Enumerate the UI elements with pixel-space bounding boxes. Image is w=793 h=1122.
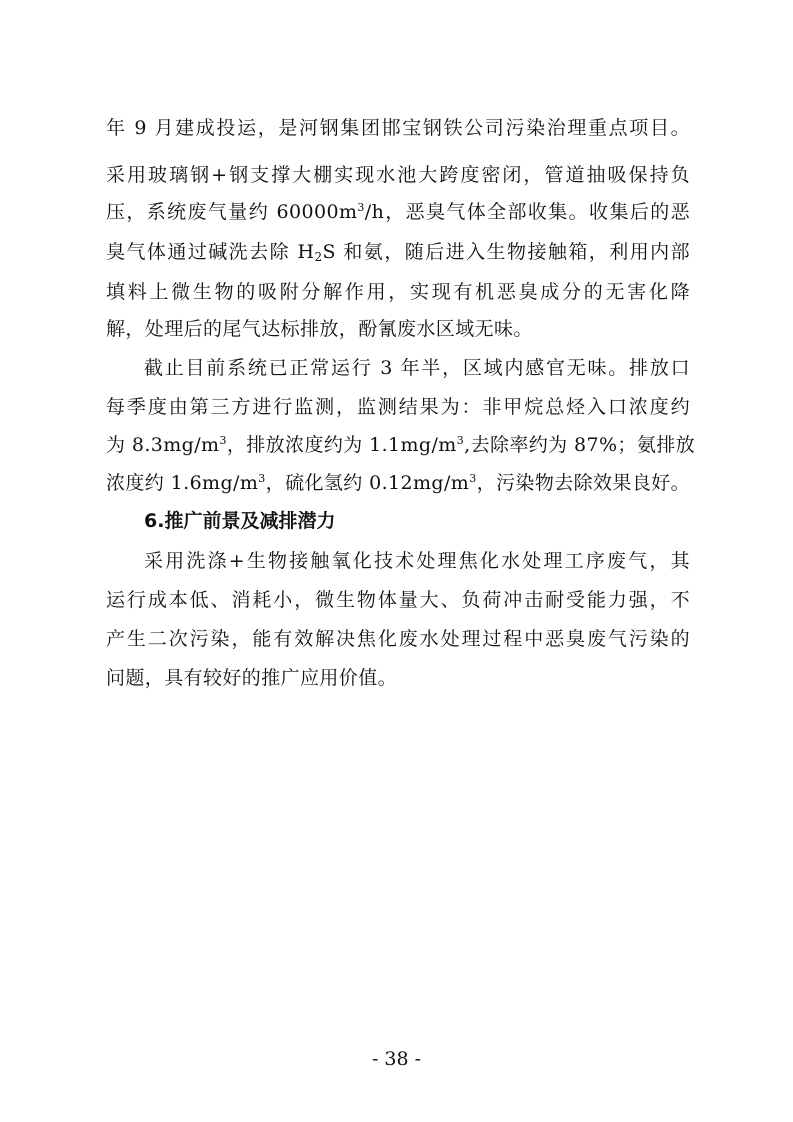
paragraph-line: 年 9 月建成投运，是河钢集团邯宝钢铁公司污染治理重点项目。	[106, 117, 690, 139]
text-run: 压，系统废气量约 60000m	[106, 201, 358, 223]
paragraph-line	[106, 470, 690, 496]
text-run: ,去除率约为 87%；氨排放	[464, 434, 696, 456]
text-run: ，污染物去除效果良好。	[476, 472, 691, 494]
paragraph-line	[106, 239, 690, 265]
paragraph-line: 采用玻璃钢+钢支撑大棚实现水池大跨度密闭，管道抽吸保持负	[106, 164, 690, 186]
paragraph-line	[106, 199, 690, 225]
paragraph-line	[106, 432, 696, 458]
text-run: 臭气体通过碱洗去除 H	[106, 241, 315, 263]
paragraph-line: 截止目前系统已正常运行 3 年半，区域内感官无味。排放口	[144, 357, 690, 379]
subscript: 2	[314, 250, 323, 264]
paragraph-line: 产生二次污染，能有效解决焦化废水处理过程中恶臭废气污染的	[106, 628, 690, 650]
text-run: /h，恶臭气体全部收集。收集后的恶	[364, 201, 690, 223]
paragraph-line: 问题，具有较好的推广应用价值。	[106, 667, 398, 689]
page-number: - 38 -	[371, 1048, 422, 1070]
paragraph-line: 解，处理后的尾气达标排放，酚氰废水区域无味。	[106, 318, 533, 340]
paragraph-line: 每季度由第三方进行监测，监测结果为：非甲烷总烃入口浓度约	[106, 396, 690, 418]
text-run: ，硫化氢约 0.12mg/m	[265, 472, 470, 494]
paragraph-line: 填料上微生物的吸附分解作用，实现有机恶臭成分的无害化降	[106, 281, 690, 303]
text-run: 浓度约 1.6mg/m	[106, 472, 259, 494]
superscript: 3	[456, 434, 465, 447]
paragraph-line: 运行成本低、消耗小，微生物体量大、负荷冲击耐受能力强，不	[106, 589, 690, 611]
superscript: 3	[219, 434, 227, 447]
text-run: 为 8.3mg/m	[106, 434, 220, 456]
superscript: 3	[258, 472, 266, 485]
superscript: 3	[357, 201, 365, 214]
section-heading: 6.推广前景及减排潜力	[144, 510, 336, 532]
superscript: 3	[469, 472, 477, 485]
paragraph-line: 采用洗涤+生物接触氧化技术处理焦化水处理工序废气，其	[144, 550, 690, 572]
text-run: S 和氨，随后进入生物接触箱，利用内部	[322, 241, 690, 263]
text-run: ，排放浓度约为 1.1mg/m	[226, 434, 457, 456]
